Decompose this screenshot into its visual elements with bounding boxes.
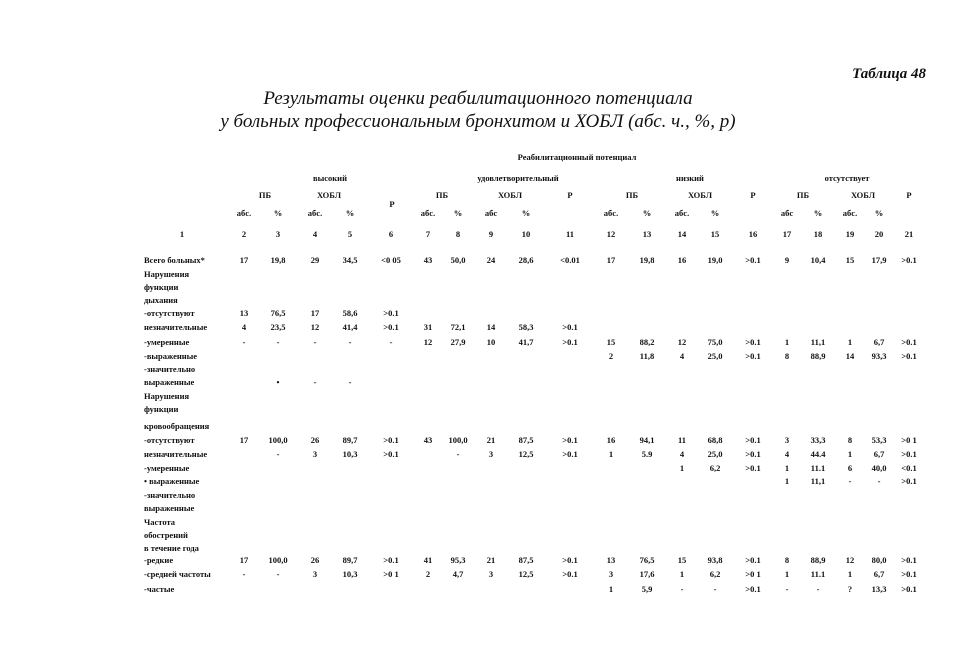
table-cell: ? <box>847 584 853 594</box>
table-cell: 1 <box>608 584 614 594</box>
table-cell: 17 <box>606 255 616 265</box>
table-cell: 58,6 <box>342 308 358 318</box>
header-group: Реабилитационный потенциал <box>517 152 637 162</box>
table-cell: • <box>276 377 280 387</box>
table-cell: 6,2 <box>709 463 721 473</box>
header-colnum-9: 9 <box>488 229 494 239</box>
header-unit: абс. <box>236 208 252 218</box>
table-cell: 13 <box>606 555 616 565</box>
table-cell: - <box>785 584 789 594</box>
header-level-3: низкий <box>676 173 704 183</box>
table-cell: 88,2 <box>639 337 655 347</box>
table-cell: - <box>348 377 352 387</box>
table-cell: 1 <box>784 569 790 579</box>
table-title-line2: у больных профессиональным бронхитом и ХОБЛ (абс. ч., %, р) <box>220 111 736 132</box>
header-unit: абс. <box>307 208 323 218</box>
table-cell: 4 <box>679 351 685 361</box>
table-cell: - <box>276 337 280 347</box>
header-colnum-20: 20 <box>874 229 884 239</box>
table-cell: 19,8 <box>270 255 286 265</box>
table-cell: 6,7 <box>873 569 885 579</box>
table-cell: >0.1 <box>745 351 761 361</box>
table-cell: 2 <box>608 351 614 361</box>
table-cell: >0.1 <box>383 555 399 565</box>
table-cell: 6 <box>847 463 853 473</box>
table-cell: 72,1 <box>450 322 466 332</box>
table-cell: 1 <box>847 449 853 459</box>
row-label: дыхания <box>144 295 178 305</box>
table-cell: 10,4 <box>810 255 826 265</box>
table-cell: 5,9 <box>641 584 653 594</box>
header-unit: % <box>453 208 463 218</box>
table-cell: 89,7 <box>342 435 358 445</box>
header-colnum-10: 10 <box>521 229 531 239</box>
row-label: -значительно <box>144 490 196 500</box>
header-colnum-5: 5 <box>347 229 353 239</box>
header-colnum-6: 6 <box>388 229 394 239</box>
row-label: -умеренные <box>144 463 190 473</box>
table-cell: <0.1 <box>901 463 917 473</box>
table-cell: - <box>242 337 246 347</box>
table-cell: 10,3 <box>342 569 358 579</box>
table-cell: >0.1 <box>901 476 917 486</box>
table-cell: 80,0 <box>871 555 887 565</box>
table-cell: - <box>877 476 881 486</box>
table-cell: 43 <box>423 435 433 445</box>
table-cell: 11,8 <box>639 351 655 361</box>
table-cell: >0.1 <box>745 463 761 473</box>
table-cell: 17 <box>239 255 249 265</box>
table-cell: 21 <box>486 435 496 445</box>
row-label: Всего больных* <box>144 255 205 265</box>
header-colnum-17: 17 <box>782 229 792 239</box>
table-cell: >0.1 <box>745 435 761 445</box>
table-cell: 17 <box>239 555 249 565</box>
table-cell: 68,8 <box>707 435 723 445</box>
header-pb-4: ПБ <box>796 190 810 200</box>
table-cell: 43 <box>423 255 433 265</box>
table-cell: >0.1 <box>383 449 399 459</box>
table-cell: 1 <box>784 337 790 347</box>
table-cell: >0.1 <box>562 322 578 332</box>
table-cell: 4 <box>784 449 790 459</box>
table-cell: - <box>313 377 317 387</box>
header-colnum-13: 13 <box>642 229 652 239</box>
header-colnum-12: 12 <box>606 229 616 239</box>
table-cell: 4 <box>679 449 685 459</box>
header-unit: % <box>345 208 355 218</box>
header-copd-4: ХОБЛ <box>850 190 876 200</box>
table-cell: 1 <box>608 449 614 459</box>
table-cell: 24 <box>486 255 496 265</box>
header-copd-2: ХОБЛ <box>497 190 523 200</box>
table-cell: 12,5 <box>518 449 534 459</box>
table-cell: 27,9 <box>450 337 466 347</box>
header-p-3: Р <box>750 190 756 200</box>
table-cell: >0.1 <box>745 584 761 594</box>
table-cell: 12 <box>310 322 320 332</box>
row-label: Частота <box>144 517 175 527</box>
table-cell: 6,7 <box>873 337 885 347</box>
table-cell: 1 <box>679 569 685 579</box>
table-cell: 53,3 <box>871 435 887 445</box>
header-unit: абс. <box>603 208 619 218</box>
table-cell: - <box>276 449 280 459</box>
header-colnum-14: 14 <box>677 229 687 239</box>
table-cell: 17,9 <box>871 255 887 265</box>
row-label: обострений <box>144 530 188 540</box>
table-cell: - <box>276 569 280 579</box>
row-label: -отсутствуют <box>144 308 195 318</box>
table-cell: 11.1 <box>810 463 826 473</box>
table-cell: 95,3 <box>450 555 466 565</box>
table-cell: 41,4 <box>342 322 358 332</box>
table-cell: 3 <box>312 449 318 459</box>
table-cell: 9 <box>784 255 790 265</box>
table-cell: 2 <box>425 569 431 579</box>
table-cell: 23,5 <box>270 322 286 332</box>
table-cell: 11,1 <box>810 337 826 347</box>
table-number: Таблица 48 <box>852 66 926 82</box>
table-cell: 34,5 <box>342 255 358 265</box>
table-cell: - <box>389 337 393 347</box>
header-unit: % <box>273 208 283 218</box>
table-cell: 12 <box>677 337 687 347</box>
header-copd-3: ХОБЛ <box>687 190 713 200</box>
table-cell: 50,0 <box>450 255 466 265</box>
table-cell: - <box>713 584 717 594</box>
table-cell: 6,7 <box>873 449 885 459</box>
table-cell: 11,1 <box>810 476 826 486</box>
row-label: Нарушения <box>144 269 190 279</box>
table-cell: 19,8 <box>639 255 655 265</box>
table-cell: 13,3 <box>871 584 887 594</box>
header-colnum-7: 7 <box>425 229 431 239</box>
table-cell: >0 1 <box>383 569 399 579</box>
table-cell: 17 <box>239 435 249 445</box>
table-cell: 76,5 <box>270 308 286 318</box>
row-label: выраженные <box>144 503 195 513</box>
table-cell: - <box>456 449 460 459</box>
table-cell: >0.1 <box>745 449 761 459</box>
table-cell: 3 <box>784 435 790 445</box>
header-pb-1: ПБ <box>258 190 272 200</box>
table-cell: 10,3 <box>342 449 358 459</box>
table-cell: >0.1 <box>901 351 917 361</box>
header-unit: % <box>521 208 531 218</box>
table-cell: 8 <box>784 351 790 361</box>
table-cell: 93,8 <box>707 555 723 565</box>
table-cell: - <box>680 584 684 594</box>
table-cell: >0.1 <box>901 584 917 594</box>
table-cell: 25,0 <box>707 449 723 459</box>
table-cell: 17 <box>310 308 320 318</box>
table-cell: 17,6 <box>639 569 655 579</box>
table-cell: 12,5 <box>518 569 534 579</box>
table-cell: 3 <box>312 569 318 579</box>
table-cell: >0.1 <box>562 569 578 579</box>
row-label: незначительные <box>144 449 208 459</box>
table-cell: - <box>348 337 352 347</box>
header-colnum-1: 1 <box>179 229 185 239</box>
table-cell: 58,3 <box>518 322 534 332</box>
table-cell: 87,5 <box>518 555 534 565</box>
row-label: незначительные <box>144 322 208 332</box>
table-cell: 10 <box>486 337 496 347</box>
header-colnum-15: 15 <box>710 229 720 239</box>
table-cell: 100,0 <box>268 555 288 565</box>
header-colnum-8: 8 <box>455 229 461 239</box>
table-cell: 29 <box>310 255 320 265</box>
header-colnum-4: 4 <box>312 229 318 239</box>
table-cell: >0 1 <box>745 569 761 579</box>
header-p-2: Р <box>567 190 573 200</box>
table-cell: >0 1 <box>901 435 917 445</box>
header-pb-3: ПБ <box>625 190 639 200</box>
table-cell: 12 <box>423 337 433 347</box>
table-cell: - <box>848 476 852 486</box>
header-p-4: Р <box>906 190 912 200</box>
table-cell: >0.1 <box>562 435 578 445</box>
row-label: -отсутствуют <box>144 435 195 445</box>
table-cell: - <box>313 337 317 347</box>
header-level-1: высокий <box>313 173 347 183</box>
table-cell: 87,5 <box>518 435 534 445</box>
table-cell: >0.1 <box>901 255 917 265</box>
table-cell: 1 <box>784 463 790 473</box>
header-unit: абс. <box>842 208 858 218</box>
row-label: функции <box>144 282 179 292</box>
table-cell: >0.1 <box>383 322 399 332</box>
table-cell: 11 <box>677 435 687 445</box>
table-cell: 100,0 <box>448 435 468 445</box>
table-cell: 3 <box>608 569 614 579</box>
table-cell: 25,0 <box>707 351 723 361</box>
table-cell: - <box>242 569 246 579</box>
table-cell: 4 <box>241 322 247 332</box>
table-cell: 75,0 <box>707 337 723 347</box>
table-cell: >0.1 <box>562 555 578 565</box>
table-cell: 41,7 <box>518 337 534 347</box>
table-cell: 15 <box>845 255 855 265</box>
table-cell: 6,2 <box>709 569 721 579</box>
header-p-1: Р <box>389 199 395 209</box>
table-cell: 28,6 <box>518 255 534 265</box>
header-unit: % <box>642 208 652 218</box>
table-cell: 26 <box>310 555 320 565</box>
table-cell: 93,3 <box>871 351 887 361</box>
table-cell: <0 05 <box>381 255 401 265</box>
table-cell: 1 <box>847 337 853 347</box>
table-title-line1: Результаты оценки реабилитационного потенциала <box>263 88 693 109</box>
header-unit: % <box>813 208 823 218</box>
table-cell: >0.1 <box>562 337 578 347</box>
table-cell: 26 <box>310 435 320 445</box>
table-cell: 4,7 <box>452 569 464 579</box>
table-cell: >0.1 <box>901 449 917 459</box>
table-cell: 44.4 <box>810 449 826 459</box>
table-cell: 14 <box>845 351 855 361</box>
row-label: • выраженные <box>144 476 200 486</box>
table-cell: 3 <box>488 569 494 579</box>
table-cell: 1 <box>784 476 790 486</box>
row-label: в течение года <box>144 543 199 553</box>
row-label: -редкие <box>144 555 174 565</box>
header-colnum-18: 18 <box>813 229 823 239</box>
row-label: Нарушения <box>144 391 190 401</box>
row-label: -значительно <box>144 364 196 374</box>
table-cell: 5.9 <box>641 449 653 459</box>
table-cell: >0.1 <box>901 555 917 565</box>
table-cell: 19,0 <box>707 255 723 265</box>
table-cell: 16 <box>606 435 616 445</box>
table-cell: 8 <box>784 555 790 565</box>
table-cell: 3 <box>488 449 494 459</box>
table-cell: 13 <box>239 308 249 318</box>
table-cell: 15 <box>606 337 616 347</box>
row-label: -умеренные <box>144 337 190 347</box>
table-cell: 14 <box>486 322 496 332</box>
row-label: выраженные <box>144 377 195 387</box>
table-cell: 16 <box>677 255 687 265</box>
table-cell: <0.01 <box>560 255 580 265</box>
table-cell: 21 <box>486 555 496 565</box>
table-cell: 41 <box>423 555 433 565</box>
header-level-4: отсутствует <box>824 173 870 183</box>
table-cell: 89,7 <box>342 555 358 565</box>
header-unit: абс <box>484 208 498 218</box>
header-unit: абс. <box>420 208 436 218</box>
row-label: -средней частоты <box>144 569 211 579</box>
table-cell: 11.1 <box>810 569 826 579</box>
header-unit: абс <box>780 208 794 218</box>
header-colnum-16: 16 <box>748 229 758 239</box>
table-cell: >0.1 <box>745 555 761 565</box>
table-cell: 31 <box>423 322 433 332</box>
table-cell: 100,0 <box>268 435 288 445</box>
table-cell: 88,9 <box>810 555 826 565</box>
table-cell: >0.1 <box>562 449 578 459</box>
table-cell: >0.1 <box>383 435 399 445</box>
table-cell: - <box>816 584 820 594</box>
row-label: -выраженные <box>144 351 198 361</box>
header-pb-2: ПБ <box>435 190 449 200</box>
table-cell: >0.1 <box>745 255 761 265</box>
header-copd-1: ХОБЛ <box>316 190 342 200</box>
table-cell: 8 <box>847 435 853 445</box>
header-colnum-11: 11 <box>565 229 575 239</box>
header-unit: % <box>710 208 720 218</box>
table-cell: 15 <box>677 555 687 565</box>
header-level-2: удовлетворительный <box>477 173 559 183</box>
header-colnum-21: 21 <box>904 229 914 239</box>
table-cell: 76,5 <box>639 555 655 565</box>
table-cell: 94,1 <box>639 435 655 445</box>
table-cell: 1 <box>679 463 685 473</box>
table-cell: >0.1 <box>901 337 917 347</box>
header-unit: абс. <box>674 208 690 218</box>
table-cell: 33,3 <box>810 435 826 445</box>
header-unit: % <box>874 208 884 218</box>
header-colnum-2: 2 <box>241 229 247 239</box>
row-label: функции <box>144 404 179 414</box>
table-cell: 88,9 <box>810 351 826 361</box>
header-colnum-3: 3 <box>275 229 281 239</box>
row-label: кровообращения <box>144 421 210 431</box>
table-cell: 1 <box>847 569 853 579</box>
table-cell: >0.1 <box>745 337 761 347</box>
header-colnum-19: 19 <box>845 229 855 239</box>
table-cell: >0.1 <box>901 569 917 579</box>
table-cell: 12 <box>845 555 855 565</box>
table-cell: >0.1 <box>383 308 399 318</box>
table-cell: 40,0 <box>871 463 887 473</box>
row-label: -частые <box>144 584 175 594</box>
